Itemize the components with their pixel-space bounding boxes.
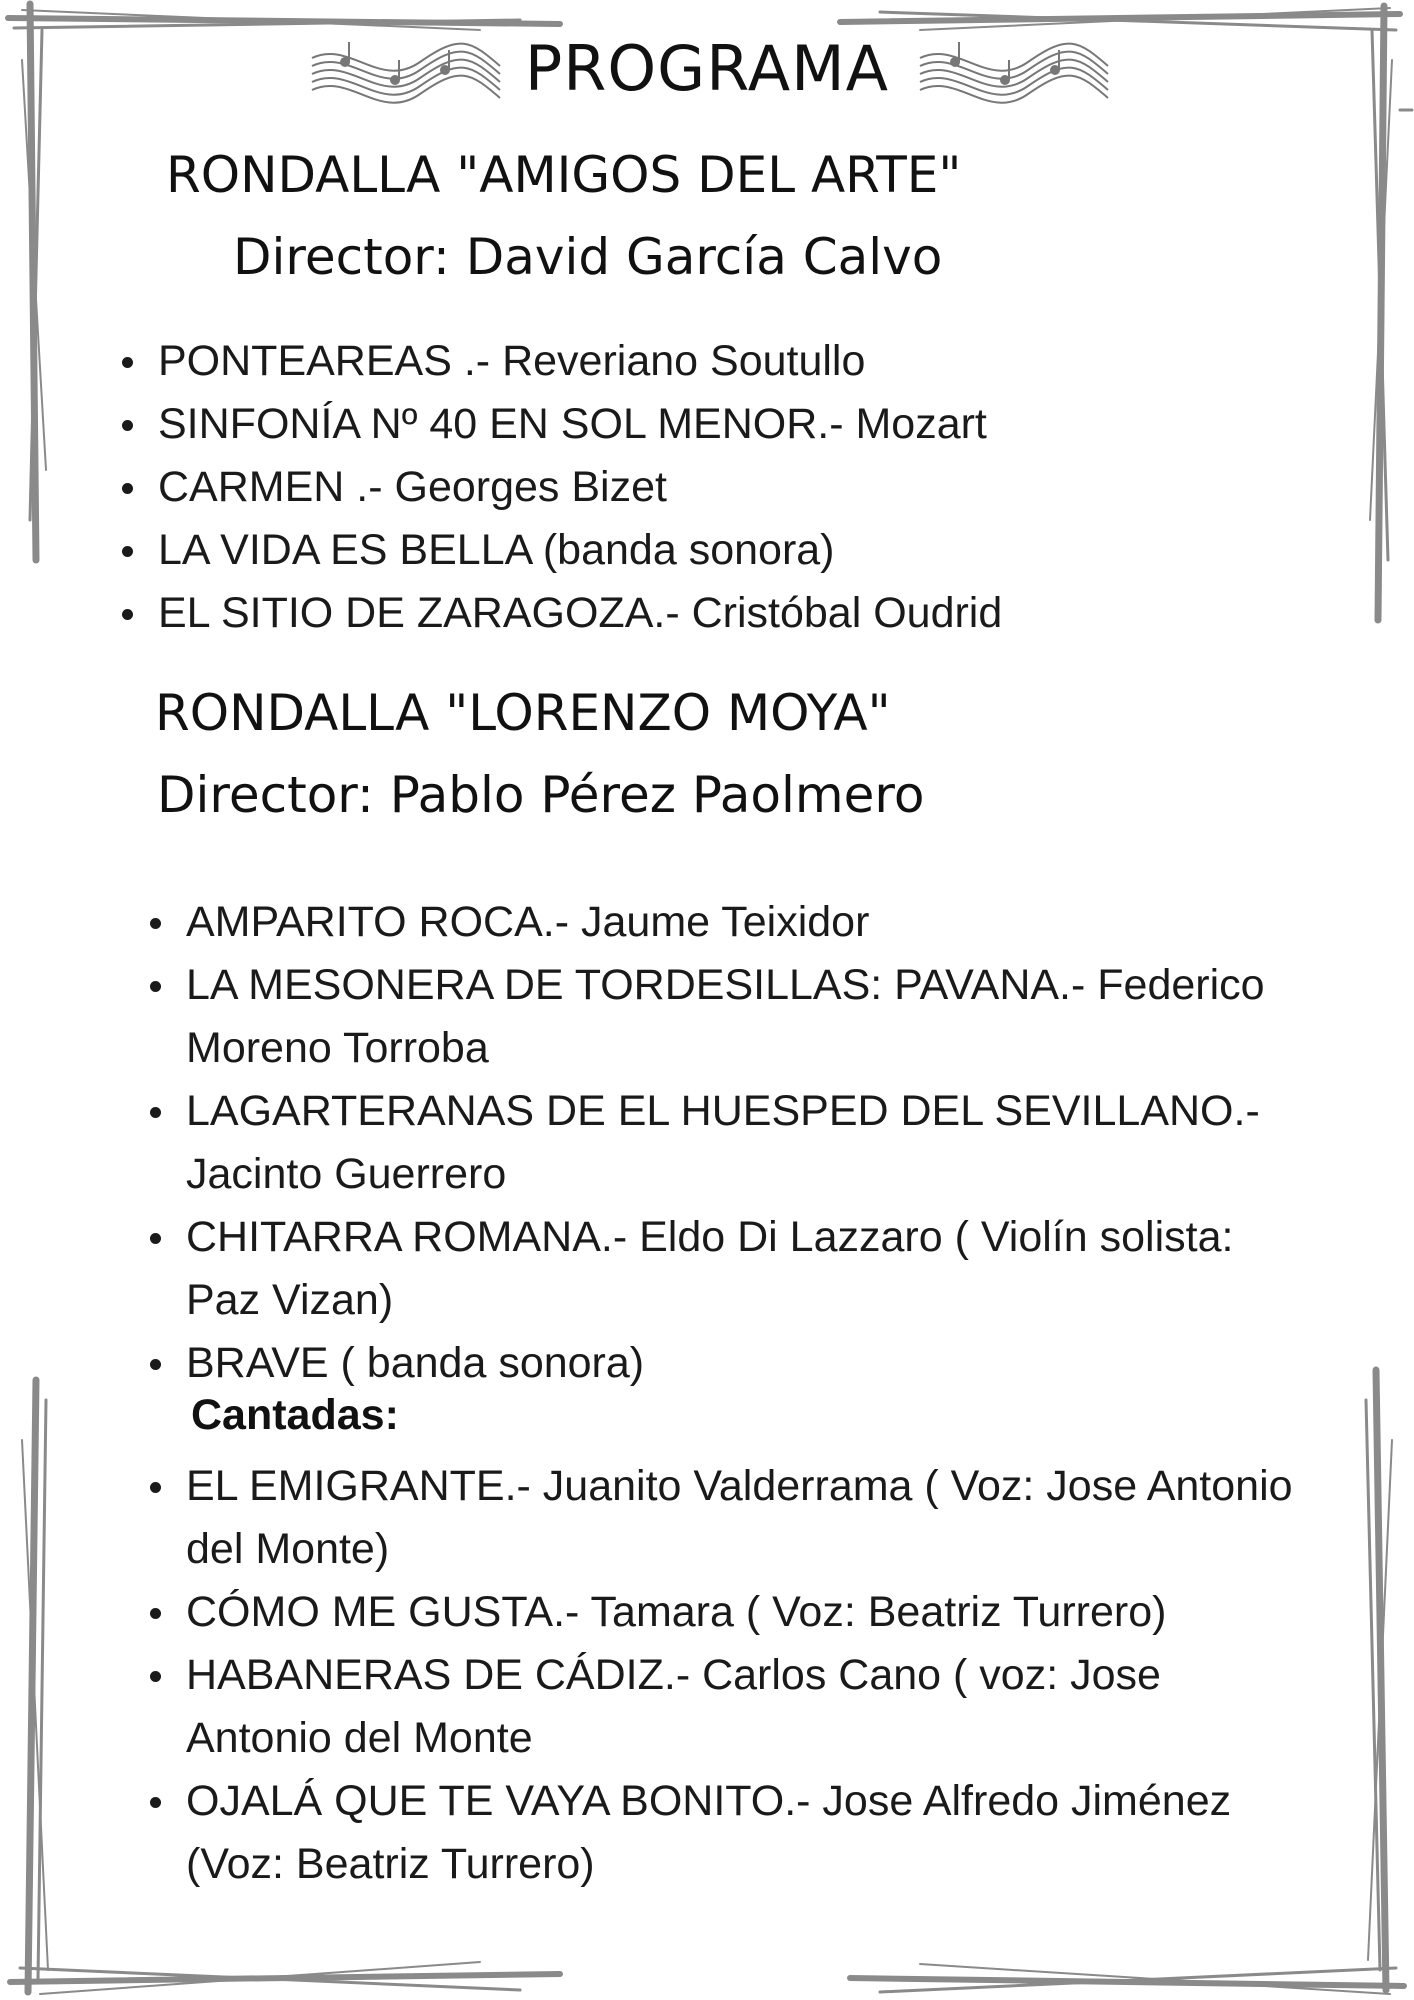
rondalla-1-program-list [158, 330, 1298, 645]
sung-section-label: Cantadas: [191, 1391, 399, 1439]
list-item: LA MESONERA DE TORDESILLAS: PAVANA.- Federico Moreno Torroba [186, 954, 1296, 1080]
rondalla-2-program-list [186, 891, 1296, 1395]
list-item: CÓMO ME GUSTA.- Tamara ( Voz: Beatriz Turrero) [186, 1581, 1296, 1644]
list-item: AMPARITO ROCA.- Jaume Teixidor [186, 891, 1296, 954]
list-item: BRAVE ( banda sonora) [186, 1332, 1296, 1395]
list-item: PONTEAREAS .- Reveriano Soutullo [158, 330, 1298, 393]
list-item: SINFONÍA Nº 40 EN SOL MENOR.- Mozart [158, 393, 1298, 456]
list-item: CHITARRA ROMANA.- Eldo Di Lazzaro ( Violín solista: Paz Vizan) [186, 1206, 1296, 1332]
page-title: PROGRAMA [524, 32, 890, 105]
list-item: EL SITIO DE ZARAGOZA.- Cristóbal Oudrid [158, 582, 1298, 645]
rondalla-2-name: RONDALLA "LORENZO MOYA" [155, 684, 891, 742]
list-item: HABANERAS DE CÁDIZ.- Carlos Cano ( voz: Jose Antonio del Monte [186, 1644, 1296, 1770]
list-item: LAGARTERANAS DE EL HUESPED DEL SEVILLANO.- Jacinto Guerrero [186, 1080, 1296, 1206]
list-item: EL EMIGRANTE.- Juanito Valderrama ( Voz: Jose Antonio del Monte) [186, 1455, 1296, 1581]
list-item: LA VIDA ES BELLA (banda sonora) [158, 519, 1298, 582]
rondalla-2-director: Director: Pablo Pérez Paolmero [157, 766, 925, 824]
rondalla-1-director: Director: David García Calvo [233, 228, 943, 286]
list-item: OJALÁ QUE TE VAYA BONITO.- Jose Alfredo Jiménez (Voz: Beatriz Turrero) [186, 1770, 1296, 1896]
rondalla-1-name: RONDALLA "AMIGOS DEL ARTE" [166, 146, 962, 204]
sung-program-list [186, 1455, 1296, 1896]
list-item: CARMEN .- Georges Bizet [158, 456, 1298, 519]
